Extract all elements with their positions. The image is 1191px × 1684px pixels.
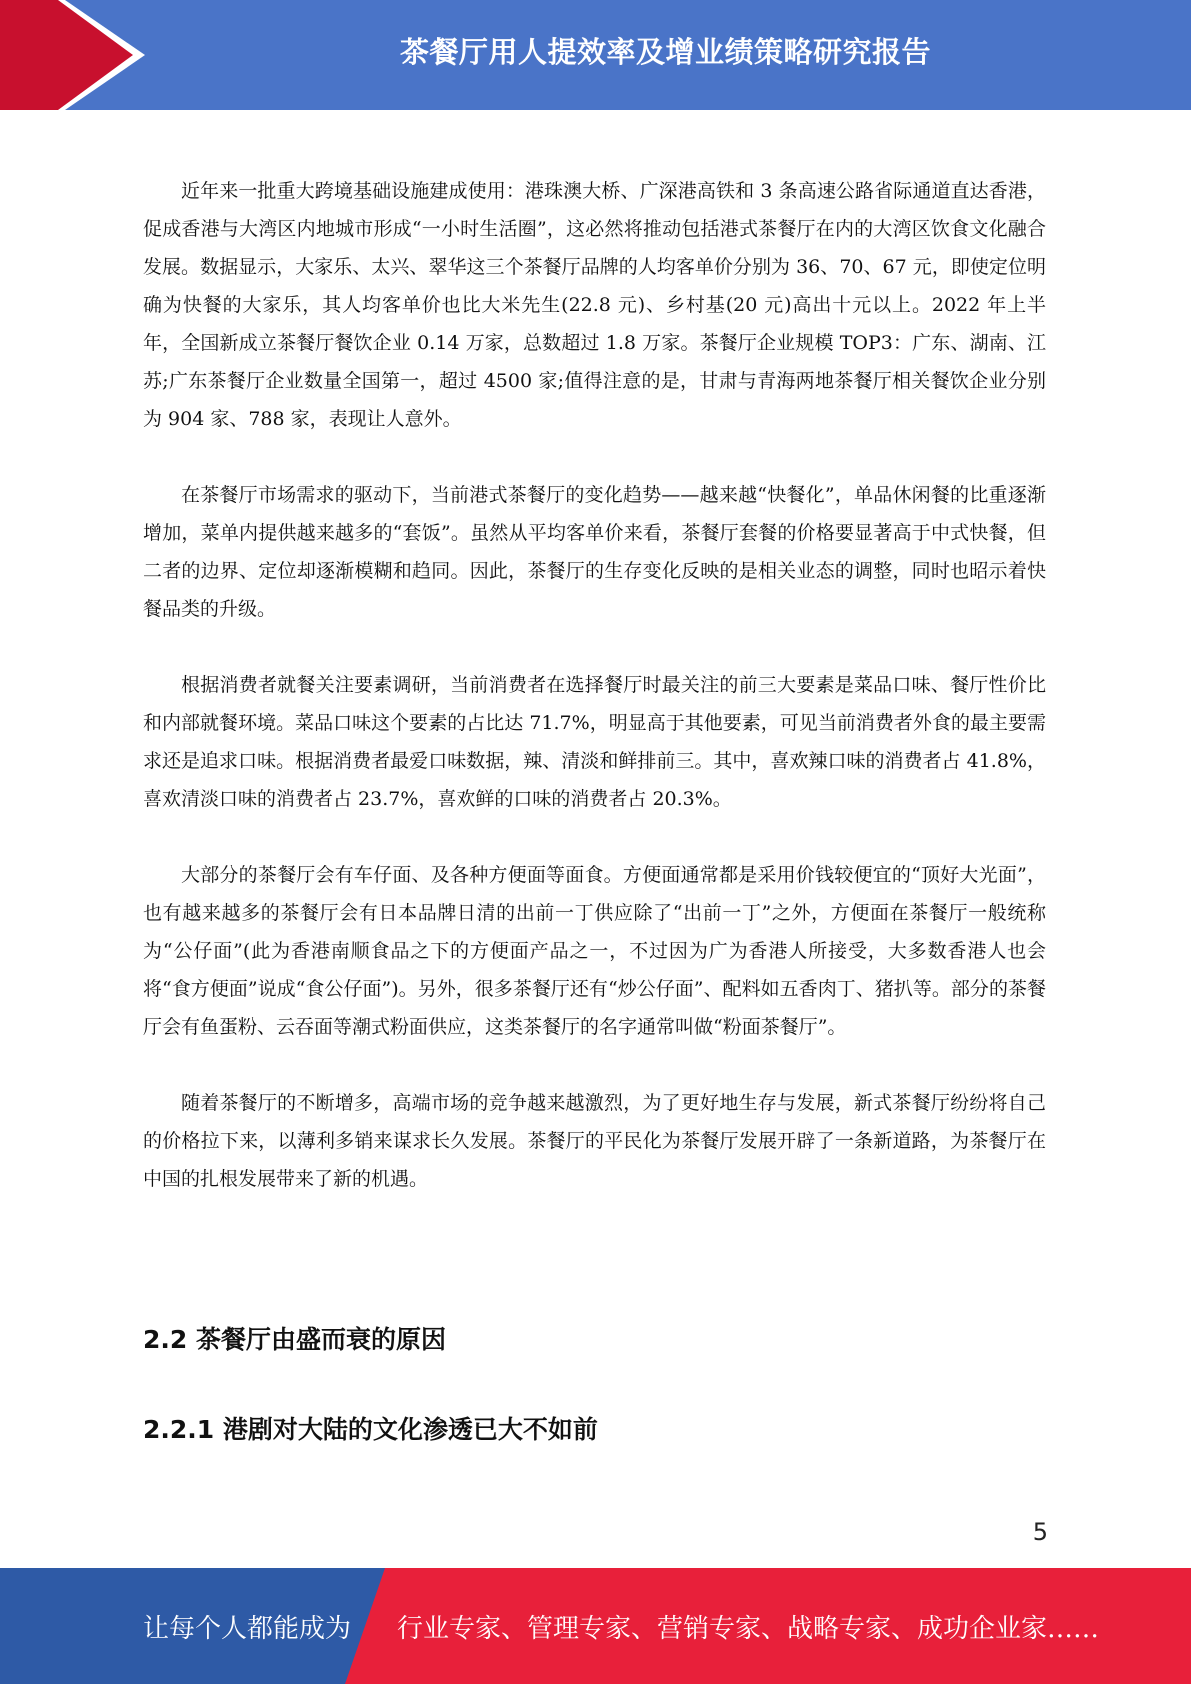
footer-slogan-left: 让每个人都能成为: [143, 1613, 352, 1644]
paragraph-3: 根据消费者就餐关注要素调研，当前消费者在选择餐厅时最关注的前三大要素是菜品口味、餐厅性价比和内部就餐环境。菜品口味这个要素的占比达 71.7%，明显高于其他要素，可见当前消费者外食的最主要需求还是追求口味。根据消费者最爱口味数据，辣、清淡和鲜排前三。其中，喜欢辣口味的消费者占 41.8%，喜欢清淡口味的消费者占 23.7%，喜欢鲜的口味的消费者占 20.3%。: [143, 674, 1046, 810]
page-number: 5: [1032, 1518, 1048, 1546]
paragraph-5: 随着茶餐厅的不断增多，高端市场的竞争越来越激烈，为了更好地生存与发展，新式茶餐厅纷纷将自己的价格拉下来，以薄利多销来谋求长久发展。茶餐厅的平民化为茶餐厅发展开辟了一条新道路，为茶餐厅在中国的扎根发展带来了新的机遇。: [143, 1092, 1046, 1190]
page-footer: [0, 1568, 1191, 1684]
body-content: [143, 172, 1046, 1236]
section-heading: 2.2 茶餐厅由盛而衰的原因: [143, 1325, 446, 1354]
document-title: 茶餐厅用人提效率及增业绩策略研究报告: [399, 34, 931, 69]
paragraph-1: 近年来一批重大跨境基础设施建成使用：港珠澳大桥、广深港高铁和 3 条高速公路省际通道直达香港，促成香港与大湾区内地城市形成“一小时生活圈”，这必然将推动包括港式茶餐厅在内的大湾区饮食文化融合发展。数据显示，大家乐、太兴、翠华这三个茶餐厅品牌的人均客单价分别为 36、70、67 元，即使定位明确为快餐的大家乐，其人均客单价也比大米先生(22.8 元)、乡村基(20 元)高出十元以上。2022 年上半年，全国新成立茶餐厅餐饮企业 0.14 万家，总数超过 1.8 万家。茶餐厅企业规模 TOP3：广东、湖南、江苏;广东茶餐厅企业数量全国第一，超过 4500 家;值得注意的是，甘肃与青海两地茶餐厅相关餐饮企业分别为 904 家、788 家，表现让人意外。: [143, 180, 1046, 430]
subsection-heading: 2.2.1 港剧对大陆的文化渗透已大不如前: [143, 1415, 598, 1444]
footer-slogan-right: 行业专家、管理专家、营销专家、战略专家、成功企业家……: [397, 1613, 1100, 1644]
page-header: [0, 0, 1191, 110]
paragraph-2: 在茶餐厅市场需求的驱动下，当前港式茶餐厅的变化趋势——越来越“快餐化”，单品休闲餐的比重逐渐增加，菜单内提供越来越多的“套饭”。虽然从平均客单价来看，茶餐厅套餐的价格要显著高于中式快餐，但二者的边界、定位却逐渐模糊和趋同。因此，茶餐厅的生存变化反映的是相关业态的调整，同时也昭示着快餐品类的升级。: [143, 484, 1046, 620]
paragraph-4: 大部分的茶餐厅会有车仔面、及各种方便面等面食。方便面通常都是采用价钱较便宜的“顶好大光面”，也有越来越多的茶餐厅会有日本品牌日清的出前一丁供应除了“出前一丁”之外，方便面在茶餐厅一般统称为“公仔面”(此为香港南顺食品之下的方便面产品之一，不过因为广为香港人所接受，大多数香港人也会将“食方便面”说成“食公仔面”)。另外，很多茶餐厅还有“炒公仔面”、配料如五香肉丁、猪扒等。部分的茶餐厅会有鱼蛋粉、云吞面等潮式粉面供应，这类茶餐厅的名字通常叫做“粉面茶餐厅”。: [143, 864, 1046, 1038]
